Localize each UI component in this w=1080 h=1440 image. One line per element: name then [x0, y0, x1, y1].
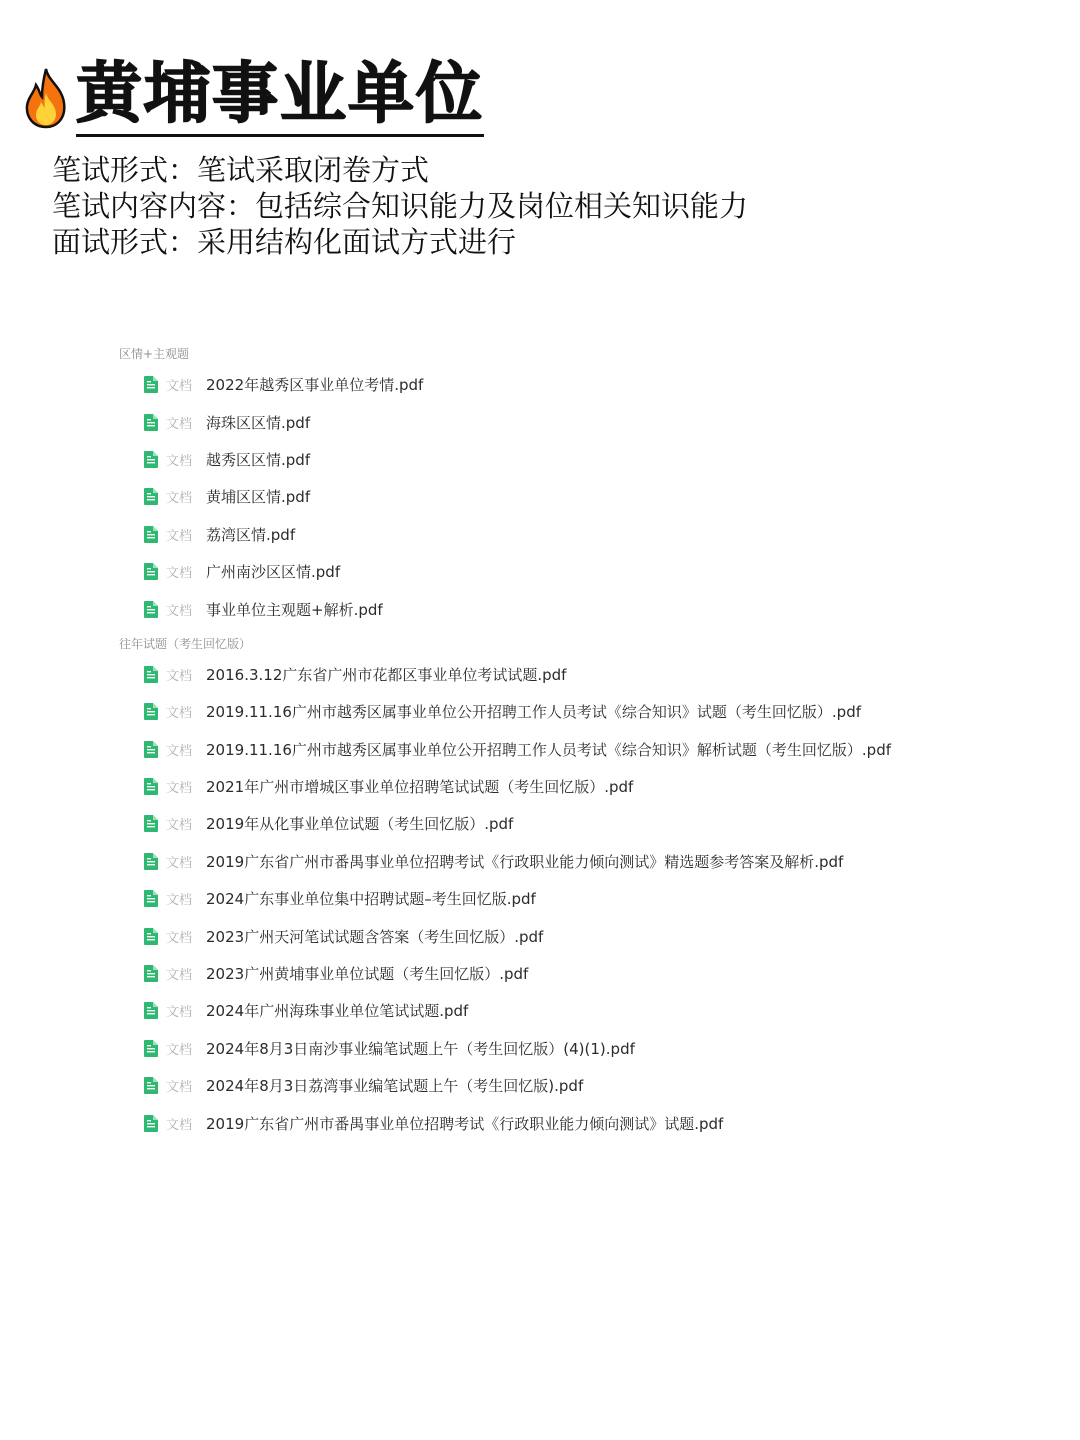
file-name[interactable]: 2016.3.12广东省广州市花都区事业单位考试试题.pdf [206, 665, 567, 684]
file-row[interactable] [119, 590, 1039, 627]
doc-type-tag: 文档 [166, 1042, 193, 1058]
doc-type-tag: 文档 [166, 528, 193, 544]
document-icon [144, 414, 158, 431]
intro-line-interview-format: 面试形式：采用结构化面试方式进行 [52, 225, 517, 259]
doc-type-tag: 文档 [166, 968, 193, 984]
file-row[interactable] [119, 693, 1039, 730]
file-name[interactable]: 荔湾区情.pdf [206, 525, 296, 544]
document-icon [144, 965, 158, 982]
intro-line-written-format: 笔试形式：笔试采取闭卷方式 [52, 153, 430, 187]
file-name[interactable]: 2024年8月3日南沙事业编笔试题上午（考生回忆版）(4)(1).pdf [206, 1039, 635, 1058]
file-name[interactable]: 2024广东事业单位集中招聘试题–考生回忆版.pdf [206, 890, 536, 909]
document-icon [144, 601, 158, 618]
document-icon [144, 890, 158, 907]
file-row[interactable] [119, 553, 1039, 590]
doc-type-tag: 文档 [166, 893, 193, 909]
document-icon [144, 376, 158, 393]
doc-type-tag: 文档 [166, 706, 193, 722]
file-name[interactable]: 广州南沙区区情.pdf [206, 563, 341, 582]
doc-type-tag: 文档 [166, 379, 193, 395]
doc-type-tag: 文档 [166, 416, 193, 432]
file-name[interactable]: 2019广东省广州市番禺事业单位招聘考试《行政职业能力倾向测试》精选题参考答案及解析.pdf [206, 852, 844, 871]
doc-type-tag: 文档 [166, 491, 193, 507]
section-label-district-info: 区情+主观题 [119, 347, 190, 361]
file-name[interactable]: 2023广州黄埔事业单位试题（考生回忆版）.pdf [206, 965, 529, 984]
title-block [22, 55, 484, 137]
file-name[interactable]: 越秀区区情.pdf [206, 450, 311, 469]
doc-type-tag: 文档 [166, 453, 193, 469]
file-row[interactable] [119, 478, 1039, 515]
doc-type-tag: 文档 [166, 1005, 193, 1021]
fire-icon [22, 67, 70, 129]
file-name[interactable]: 2022年越秀区事业单位考情.pdf [206, 376, 424, 395]
document-icon [144, 451, 158, 468]
file-row[interactable] [119, 656, 1039, 693]
file-row[interactable] [119, 441, 1039, 478]
file-row[interactable] [119, 917, 1039, 954]
file-name[interactable]: 2024年广州海珠事业单位笔试试题.pdf [206, 1002, 469, 1021]
document-icon [144, 563, 158, 580]
document-icon [144, 853, 158, 870]
document-icon [144, 778, 158, 795]
file-name[interactable]: 2024年8月3日荔湾事业编笔试题上午（考生回忆版).pdf [206, 1077, 584, 1096]
file-name[interactable]: 2023广州天河笔试试题含答案（考生回忆版）.pdf [206, 927, 544, 946]
file-row[interactable] [119, 366, 1039, 403]
doc-type-tag: 文档 [166, 1117, 193, 1133]
file-row[interactable] [119, 955, 1039, 992]
file-row[interactable] [119, 1104, 1039, 1141]
file-row[interactable] [119, 805, 1039, 842]
file-row[interactable] [119, 843, 1039, 880]
file-row[interactable] [119, 768, 1039, 805]
intro-block [52, 152, 748, 260]
doc-type-tag: 文档 [166, 1080, 193, 1096]
file-row[interactable] [119, 880, 1039, 917]
doc-type-tag: 文档 [166, 566, 193, 582]
doc-type-tag: 文档 [166, 743, 193, 759]
file-name[interactable]: 2019.11.16广州市越秀区属事业单位公开招聘工作人员考试《综合知识》试题（考生回忆版）.pdf [206, 703, 861, 722]
document-icon [144, 666, 158, 683]
document-icon [144, 741, 158, 758]
page-title: 黄埔事业单位 [76, 58, 484, 137]
doc-type-tag: 文档 [166, 818, 193, 834]
document-icon [144, 928, 158, 945]
document-icon [144, 1002, 158, 1019]
document-icon [144, 703, 158, 720]
document-icon [144, 1077, 158, 1094]
doc-type-tag: 文档 [166, 668, 193, 684]
doc-type-tag: 文档 [166, 855, 193, 871]
document-icon [144, 815, 158, 832]
doc-type-tag: 文档 [166, 603, 193, 619]
document-icon [144, 1115, 158, 1132]
file-row[interactable] [119, 403, 1039, 440]
file-list [119, 338, 1039, 1142]
file-name[interactable]: 2019广东省广州市番禺事业单位招聘考试《行政职业能力倾向测试》试题.pdf [206, 1114, 724, 1133]
file-name[interactable]: 海珠区区情.pdf [206, 413, 311, 432]
file-name[interactable]: 事业单位主观题+解析.pdf [206, 600, 383, 619]
file-name[interactable]: 2021年广州市增城区事业单位招聘笔试试题（考生回忆版）.pdf [206, 778, 634, 797]
doc-type-tag: 文档 [166, 781, 193, 797]
doc-type-tag: 文档 [166, 930, 193, 946]
intro-line-written-content: 笔试内容内容：包括综合知识能力及岗位相关知识能力 [52, 189, 749, 223]
file-row[interactable] [119, 992, 1039, 1029]
document-icon [144, 488, 158, 505]
file-row[interactable] [119, 1067, 1039, 1104]
file-name[interactable]: 黄埔区区情.pdf [206, 488, 311, 507]
file-row[interactable] [119, 1030, 1039, 1067]
file-name[interactable]: 2019年从化事业单位试题（考生回忆版）.pdf [206, 815, 514, 834]
file-name[interactable]: 2019.11.16广州市越秀区属事业单位公开招聘工作人员考试《综合知识》解析试题（考生回忆版）.pdf [206, 740, 891, 759]
document-icon [144, 526, 158, 543]
section-label-past-exams: 往年试题（考生回忆版） [119, 636, 252, 651]
document-icon [144, 1040, 158, 1057]
file-row[interactable] [119, 516, 1039, 553]
file-row[interactable] [119, 731, 1039, 768]
